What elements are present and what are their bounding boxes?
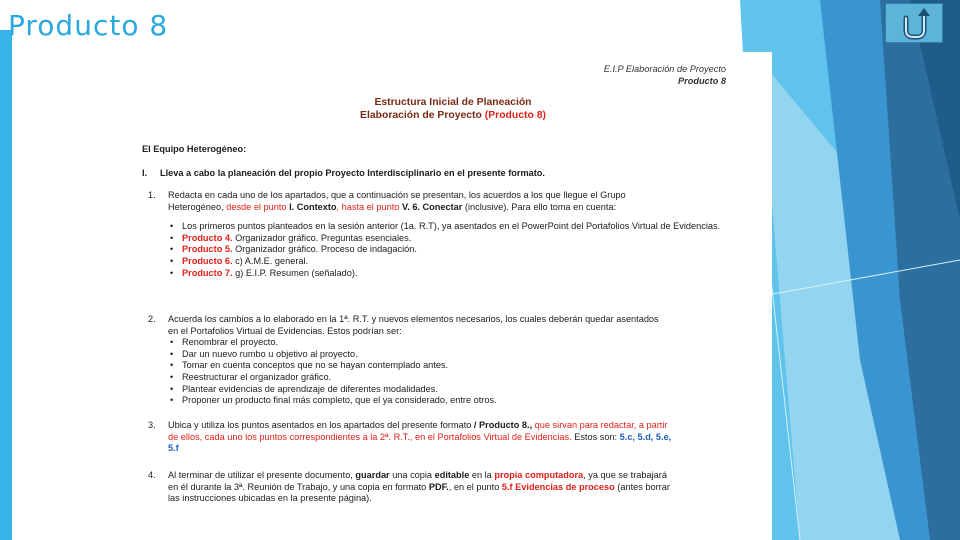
- text-run: en él durante la 3ª. Reunión de Trabajo, y una copia en formato: [168, 481, 429, 492]
- text-run: , en el punto: [448, 481, 502, 492]
- instruction-I-text: Lleva a cabo la planeación del propio Proyecto Interdisciplinario en el presente formato.: [160, 168, 545, 178]
- list-item: • Dar un nuevo rumbo u objetivo al proyecto.: [168, 349, 728, 361]
- paragraph-3-line: [168, 420, 728, 432]
- paragraph-1-line: [168, 202, 728, 214]
- paragraph-2: [148, 314, 728, 407]
- u-turn-arrow-icon: [900, 8, 930, 40]
- list-prefix: Producto 7.: [182, 267, 233, 278]
- list-item: [168, 268, 728, 280]
- paragraph-1-number: 1.: [148, 190, 156, 200]
- paragraph-3-number: 3.: [148, 420, 156, 430]
- paragraph-1-list: [168, 221, 728, 279]
- list-item: • Proponer un producto final más completo, que el ya considerado, entre otros.: [168, 395, 728, 407]
- list-item: [168, 256, 728, 268]
- left-accent-bar: [0, 30, 12, 540]
- list-prefix: Producto 4.: [182, 232, 233, 243]
- text-run-bold: editable: [434, 470, 470, 480]
- paragraph-2-line: en el Portafolios Virtual de Evidencias. Estos podrían ser:: [168, 325, 402, 336]
- list-item: • Renombrar el proyecto.: [168, 337, 728, 349]
- heading-project-label: Elaboración de Proyecto: [360, 110, 482, 121]
- text-run: , ya que se trabajará: [583, 470, 667, 480]
- list-text: Organizador gráfico. Preguntas esenciales.: [232, 232, 412, 243]
- list-text: Los primeros puntos planteados en la sesión anterior (1a. R.T), ya asentados en el PowerPoint del Portafolios Virtual de Evidencias.: [182, 221, 721, 232]
- text-run: Al terminar de utilizar el presente documento,: [168, 470, 356, 480]
- paragraph-4-line: [168, 482, 728, 494]
- paragraph-4: [148, 470, 728, 505]
- text-run-red: 5.f Evidencias de proceso: [501, 481, 615, 492]
- text-run-red: que sirvan para redactar, a partir: [532, 420, 668, 430]
- header-line: E.I.P Elaboración de Proyecto: [603, 64, 726, 74]
- slide-title: Producto 8: [8, 9, 169, 42]
- text-run-red: propia computadora: [494, 470, 584, 480]
- heading-structure: Estructura Inicial de Planeación: [374, 97, 532, 108]
- paragraph-2-line: Acuerda los cambios a lo elaborado en la 1ª. R.T. y nuevos elementos necesarios, los cuales deberán quedar asentados: [168, 314, 659, 324]
- document-headings: [134, 96, 772, 122]
- text-run: una copia: [389, 470, 435, 480]
- paragraph-1: [148, 190, 728, 279]
- list-text: g) E.I.P. Resumen (señalado).: [232, 267, 358, 278]
- list-prefix: Producto 6.: [182, 255, 233, 266]
- list-prefix: Producto 5.: [182, 244, 233, 255]
- paragraph-4-line: las instrucciones ubicadas en la presente página).: [168, 493, 372, 504]
- text-run-bold: I. Contexto: [289, 201, 337, 212]
- list-item: • Plantear evidencias de aprendizaje de diferentes modalidades.: [168, 384, 728, 396]
- list-text: c) A.M.E. general.: [232, 255, 309, 266]
- list-item: [168, 233, 728, 245]
- paragraph-3-line: 5.f: [168, 443, 179, 454]
- text-run-red: de ellos, cada uno los puntos correspondientes a la 2ª. R.T., en el Portafolios Virtual de Evidencias.: [168, 431, 572, 442]
- document-header: [604, 64, 726, 87]
- text-run-red: , hasta el punto: [336, 201, 402, 212]
- list-item: • Tomar en cuenta conceptos que no se hayan contemplado antes.: [168, 360, 728, 372]
- list-item: [168, 221, 728, 233]
- text-run: en la: [469, 470, 495, 480]
- paragraph-3-line: [168, 432, 728, 444]
- return-button[interactable]: [885, 3, 943, 43]
- list-item: [168, 244, 728, 256]
- text-run: Ubica y utiliza los puntos asentados en los apartados del presente formato: [168, 420, 474, 430]
- text-run: (inclusive). Para ello toma en cuenta:: [462, 201, 617, 212]
- text-run: (antes borrar: [614, 481, 670, 492]
- instruction-I: [142, 168, 740, 180]
- list-item: • Reestructurar el organizador gráfico.: [168, 372, 728, 384]
- header-product: Producto 8: [678, 75, 726, 86]
- text-run-bold: / Producto 8.,: [473, 420, 533, 430]
- text-run-bold: V. 6. Conectar: [401, 201, 463, 212]
- paragraph-2-number: 2.: [148, 314, 156, 324]
- text-run-bold: guardar: [355, 470, 390, 480]
- paragraph-4-number: 4.: [148, 470, 156, 480]
- paragraph-3: [148, 420, 728, 455]
- paragraph-1-line: Redacta en cada uno de los apartados, que a continuación se presentan, los acuerdos a los que llegue el Grupo: [168, 190, 626, 200]
- paragraph-4-line: [168, 470, 728, 482]
- text-run-red: desde el punto: [223, 201, 290, 212]
- instruction-I-number: I.: [142, 168, 148, 178]
- paragraph-2-list: [168, 337, 728, 407]
- document-page: [134, 52, 772, 540]
- team-label: El Equipo Heterogéneo:: [142, 144, 247, 154]
- text-run: Estos son:: [571, 431, 620, 442]
- heading-project: [134, 109, 772, 122]
- text-run: Heterogéneo,: [168, 201, 224, 212]
- text-run-bold: PDF.: [428, 481, 449, 492]
- heading-product-tag: (Producto 8): [484, 110, 546, 121]
- text-run-blue: 5.c, 5.d, 5.e,: [619, 431, 672, 442]
- list-text: Organizador gráfico. Proceso de indagación.: [232, 244, 417, 255]
